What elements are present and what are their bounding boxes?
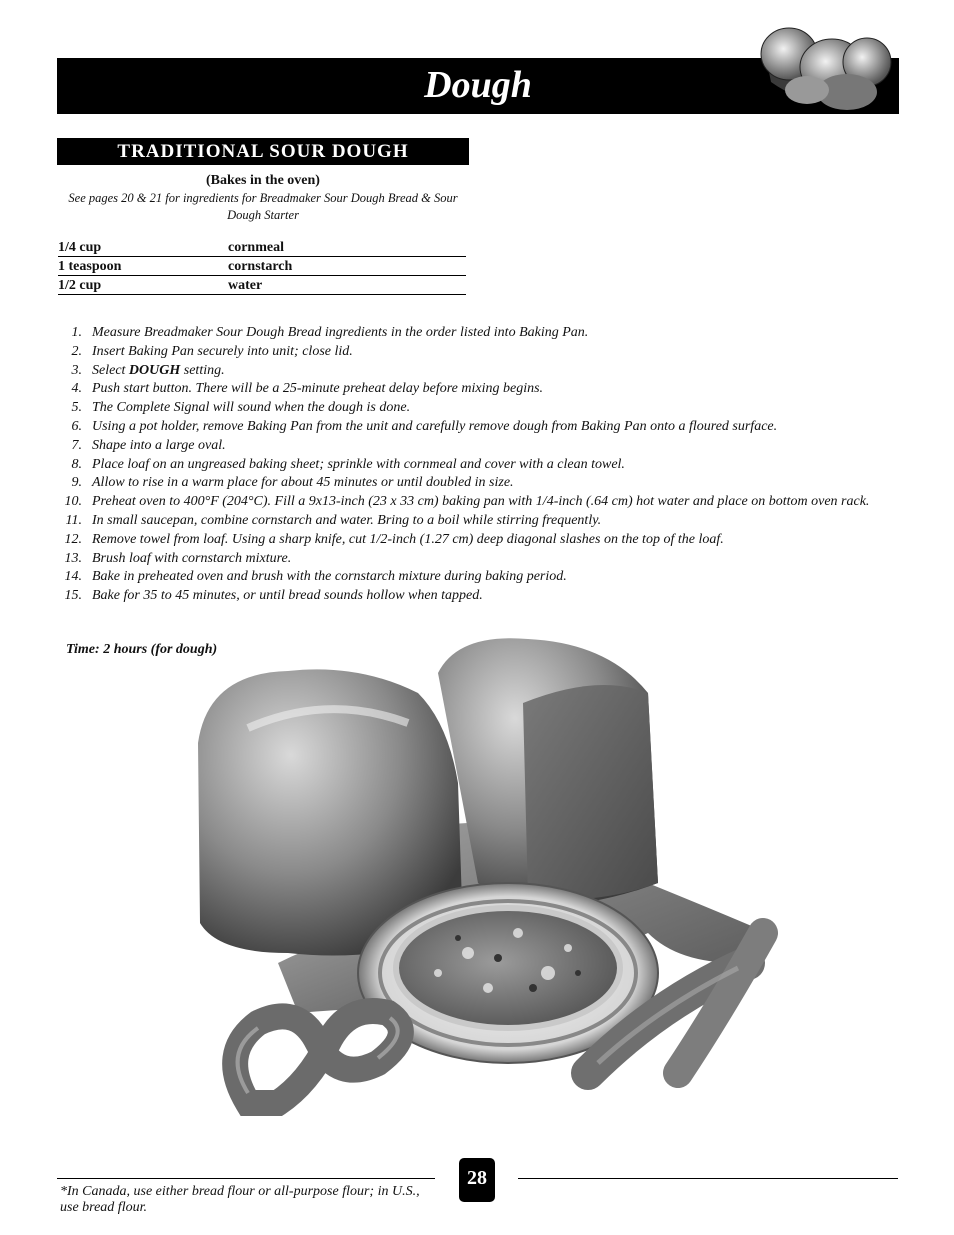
bread-basket-illustration [757,22,897,116]
step-text: Preheat oven to 400°F (204°C). Fill a 9x13-inch (23 x 33 cm) baking pan with 1/4-inch (.64 cm) hot water and place on bottom oven rack. [92,494,870,510]
step-item [60,531,880,550]
step-item [60,343,880,362]
step-item [60,568,880,587]
step-number: 10. [64,494,82,510]
step-item [60,362,880,381]
step-text: Measure Breadmaker Sour Dough Bread ingredients in the order listed into Baking Pan. [92,325,589,340]
step-number: 7. [71,437,82,453]
footer-rule-right [518,1178,898,1179]
step-number: 1. [71,325,82,340]
step-number: 13. [64,550,82,566]
page-title: Dough [424,64,532,106]
step-number: 14. [64,569,82,585]
step-item [60,380,880,399]
step-text-post: setting. [180,362,225,378]
step-number: 11. [65,512,82,528]
step-number: 5. [71,400,82,416]
ingredient-item: cornmeal [228,238,466,257]
step-item [60,474,880,493]
step-text-pre: Select [92,362,129,378]
recipe-title: TRADITIONAL SOUR DOUGH [57,138,469,165]
recipe-time: Time: 2 hours (for dough) [66,642,218,657]
step-item [60,324,880,343]
step-number: 2. [71,343,82,359]
step-number: 8. [71,456,82,472]
recipe-subtitle: (Bakes in the oven) [206,173,320,188]
step-item [60,587,880,606]
ingredient-row [58,257,466,276]
ingredient-item: cornstarch [228,257,466,276]
recipe-note: See pages 20 & 21 for ingredients for Breadmaker Sour Dough Bread & Sour Dough Starter [68,191,458,222]
step-number: 6. [71,418,82,434]
step-text: Using a pot holder, remove Baking Pan from the unit and carefully remove dough from Baking Pan onto a floured surface. [92,418,778,434]
ingredient-row [58,238,466,257]
step-number: 12. [64,531,82,547]
step-number: 3. [71,362,82,378]
bread-photo [178,633,778,1145]
step-text: Bake in preheated oven and brush with the cornstarch mixture during baking period. [92,569,567,585]
ingredient-qty: 1/4 cup [58,238,228,257]
step-number: 15. [64,588,82,604]
step-text: In small saucepan, combine cornstarch and water. Bring to a boil while stirring frequently. [92,512,602,528]
step-number: 9. [71,475,82,491]
step-text: Remove towel from loaf. Using a sharp knife, cut 1/2-inch (1.27 cm) deep diagonal slashes on the top of the loaf. [92,531,724,547]
ingredient-qty: 1 teaspoon [58,257,228,276]
step-text: Brush loaf with cornstarch mixture. [92,550,292,566]
ingredient-item: water [228,276,466,295]
step-text: Place loaf on an ungreased baking sheet; sprinkle with cornmeal and cover with a clean towel. [92,456,625,472]
instructions-list [60,324,880,606]
step-text: Shape into a large oval. [92,437,226,453]
step-text: Bake for 35 to 45 minutes, or until bread sounds hollow when tapped. [92,588,483,604]
step-item [60,512,880,531]
step-text: The Complete Signal will sound when the dough is done. [92,400,411,416]
step-item [60,550,880,569]
footer-rule-left [57,1178,435,1179]
step-item [60,493,880,512]
step-item [60,418,880,437]
ingredient-qty: 1/2 cup [58,276,228,295]
step-text: Push start button. There will be a 25-minute preheat delay before mixing begins. [92,381,544,397]
ingredients-table [58,238,466,295]
step-item [60,456,880,475]
step-item [60,399,880,418]
step-number: 4. [71,381,82,397]
page-number: 28 [459,1158,495,1202]
ingredient-row [58,276,466,295]
setting-name: DOUGH [128,362,181,378]
step-text: Insert Baking Pan securely into unit; close lid. [92,343,353,359]
step-item [60,437,880,456]
step-text: Allow to rise in a warm place for about 45 minutes or until doubled in size. [92,475,514,491]
footnote: *In Canada, use either bread flour or all-purpose flour; in U.S., use bread flour. [60,1184,420,1215]
